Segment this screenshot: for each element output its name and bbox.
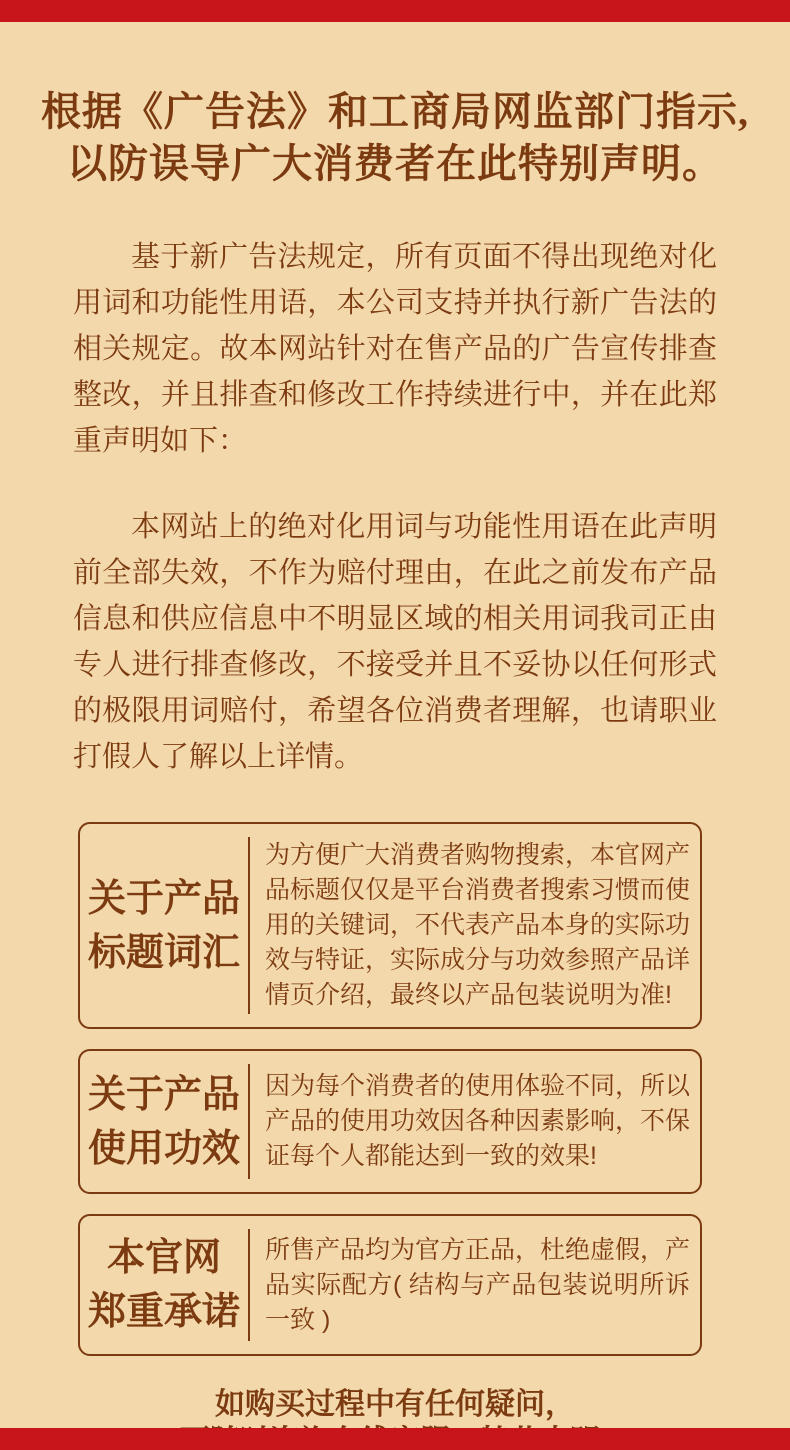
notice-box-product-title [78, 822, 702, 1029]
notice-box-text-content: 为方便广大消费者购物搜索，本官网产品标题仅仅是平台消费者搜索习惯而使用的关键词，不代表产品本身的实际功效与特证，实际成分与功效参照产品详情页介绍，最终以产品包装说明为准! [265, 841, 691, 1009]
notice-box-text-content: 所售产品均为官方正品，杜绝虚假，产品实际配方( 结构与产品包装说明所诉一致 ) [265, 1235, 691, 1334]
notice-box-label-line2: 使用功效 [87, 1127, 240, 1170]
footer-note-line1: 如购买过程中有任何疑问， [215, 1388, 575, 1421]
notice-box-label-line1: 关于产品 [87, 1073, 240, 1116]
notice-box-label-line1: 关于产品 [87, 877, 240, 920]
top-red-bar [0, 0, 790, 22]
notice-box-text [250, 1051, 700, 1192]
intro-paragraph-1: 基于新广告法规定，所有页面不得出现绝对化用词和功能性用语，本公司支持并执行新广告法的相关规定。故本网站针对在售产品的广告宣传排查整改，并且排查和修改工作持续进行中，并在此郑重声明如下： [73, 241, 717, 457]
notice-box-label-line2: 标题词汇 [87, 931, 240, 974]
notice-box-text-content: 因为每个消费者的使用体验不同，所以产品的使用功效因各种因素影响，不保证每个人都能达到一致的效果! [265, 1072, 691, 1170]
intro-paragraph-2: 本网站上的绝对化用词与功能性用语在此声明前全部失效，不作为赔付理由，在此之前发布产品信息和供应信息中不明显区域的相关用词我司正由专人进行排查修改，不接受并且不妥协以任何形式的极限用词赔付，希望各位消费者理解，也请职业打假人了解以上详情。 [73, 511, 717, 773]
page-title-line1: 根据《广告法》和工商局网监部门指示, [41, 89, 749, 134]
notice-box-text [250, 824, 700, 1027]
notice-box-label [80, 824, 248, 1027]
notice-box-list [0, 822, 790, 1356]
bottom-red-bar [0, 1428, 790, 1450]
notice-box-text [250, 1216, 700, 1354]
notice-box-label [80, 1216, 248, 1354]
page-title-line2: 以防误导广大消费者在此特别声明。 [67, 141, 723, 186]
notice-box-product-effect [78, 1049, 702, 1194]
notice-box-label-line1: 本官网 [106, 1237, 221, 1279]
notice-box-label-line2: 郑重承诺 [87, 1291, 240, 1333]
notice-box-label [80, 1051, 248, 1192]
page-title [40, 86, 750, 190]
notice-box-official-promise [78, 1214, 702, 1356]
